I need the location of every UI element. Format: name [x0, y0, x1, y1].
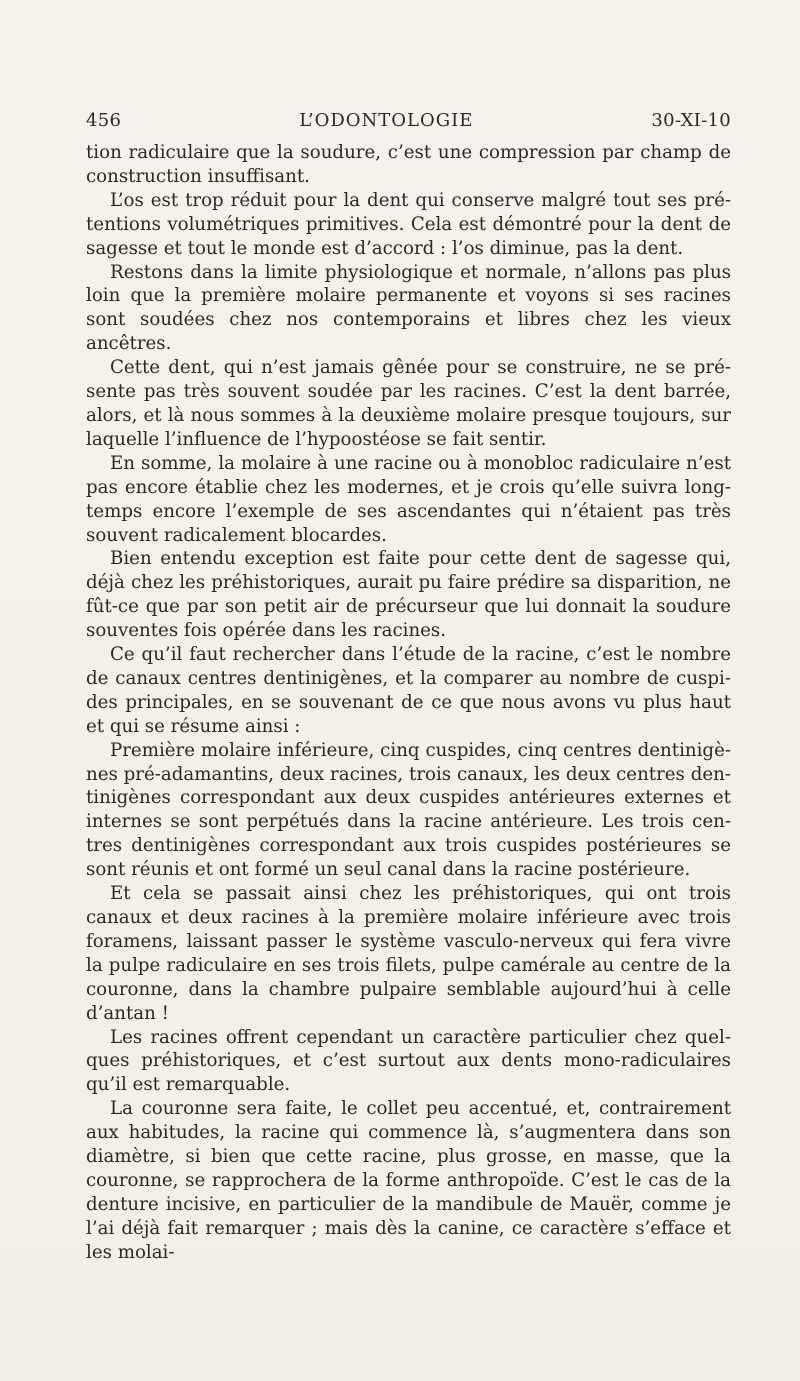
page-number: 456 — [86, 109, 122, 131]
running-header — [86, 106, 731, 134]
paragraph-9: Et cela se passait ainsi chez les préhistoriques, qui ont trois canaux et deux racines à la première molaire inférieure avec trois foramens, laissant passer le système vasculo-nerveux qui fera vivre la pulpe radiculaire en ses trois filets, pulpe camérale au centre de la couronne, dans la chambre pulpaire semblable aujourd’hui à celle d’antan ! — [86, 883, 731, 1024]
paragraph-4: Cette dent, qui n’est jamais gênée pour se construire, ne se présente pas très souvent soudée par les racines. C’est la dent barrée, alors, et là nous sommes à la deuxième molaire presque toujours, sur laquelle l’influence de l’hypoostéose se fait sentir. — [86, 357, 731, 450]
body-text — [86, 141, 731, 1265]
paragraph-2: L’os est trop réduit pour la dent qui conserve malgré tout ses prétentions volumétriques primitives. Cela est démontré pour la dent de sagesse et tout le monde est d’accord : l’os diminue, pas la dent. — [86, 189, 731, 259]
issue-date: 30-XI-10 — [651, 109, 731, 131]
paragraph-10: Les racines offrent cependant un caractère particulier chez quelques préhistoriques, et c’est surtout aux dents mono-radiculaires qu’il est remarquable. — [86, 1026, 731, 1096]
paragraph-5: En somme, la molaire à une racine ou à monobloc radiculaire n’est pas encore établie chez les modernes, et je crois qu’elle suivra longtemps encore l’exemple de ses ascendantes qui n’étaient pas très souvent radicalement blocardes. — [86, 452, 731, 546]
journal-title: L’ODONTOLOGIE — [299, 109, 474, 131]
paragraph-11: La couronne sera faite, le collet peu accentué, et, contrairement aux habitudes, la racine qui commence là, s’augmentera dans son diamètre, si bien que cette racine, plus grosse, en masse, que la couronne, se rapprochera de la forme anthropoïde. C’est le cas de la denture incisive, en particulier de la mandibule de Mauër, comme je l’ai déjà fait remarquer ; mais dès la canine, ce caractère s’efface et les molai- — [86, 1098, 731, 1263]
paragraph-7: Ce qu’il faut rechercher dans l’étude de la racine, c’est le nombre de canaux centres dentinigènes, et la comparer au nombre de cuspides principales, en se souvenant de ce que nous avons vu plus haut et qui se résume ainsi : — [86, 644, 731, 737]
paragraph-6: Bien entendu exception est faite pour cette dent de sagesse qui, déjà chez les préhistoriques, aurait pu faire prédire sa disparition, ne fût-ce que par son petit air de précurseur que lui donnait la soudure souventes fois opérée dans les racines. — [86, 548, 731, 642]
paragraph-1: tion radiculaire que la soudure, c’est une compression par champ de construction insuffisant. — [86, 142, 731, 187]
paragraph-8: Première molaire inférieure, cinq cuspides, cinq centres dentinigènes pré-adamantins, deux racines, trois canaux, les deux centres dentinigènes correspondant aux deux cuspides antérieures externes et internes se sont perpétués dans la racine antérieure. Les trois centres dentinigènes correspondant aux trois cuspides postérieures se sont réunis et ont formé un seul canal dans la racine postérieure. — [86, 739, 731, 881]
paragraph-3: Restons dans la limite physiologique et normale, n’allons pas plus loin que la première molaire permanente et voyons si ses racines sont soudées chez nos contemporains et libres chez les vieux ancêtres. — [86, 261, 731, 355]
